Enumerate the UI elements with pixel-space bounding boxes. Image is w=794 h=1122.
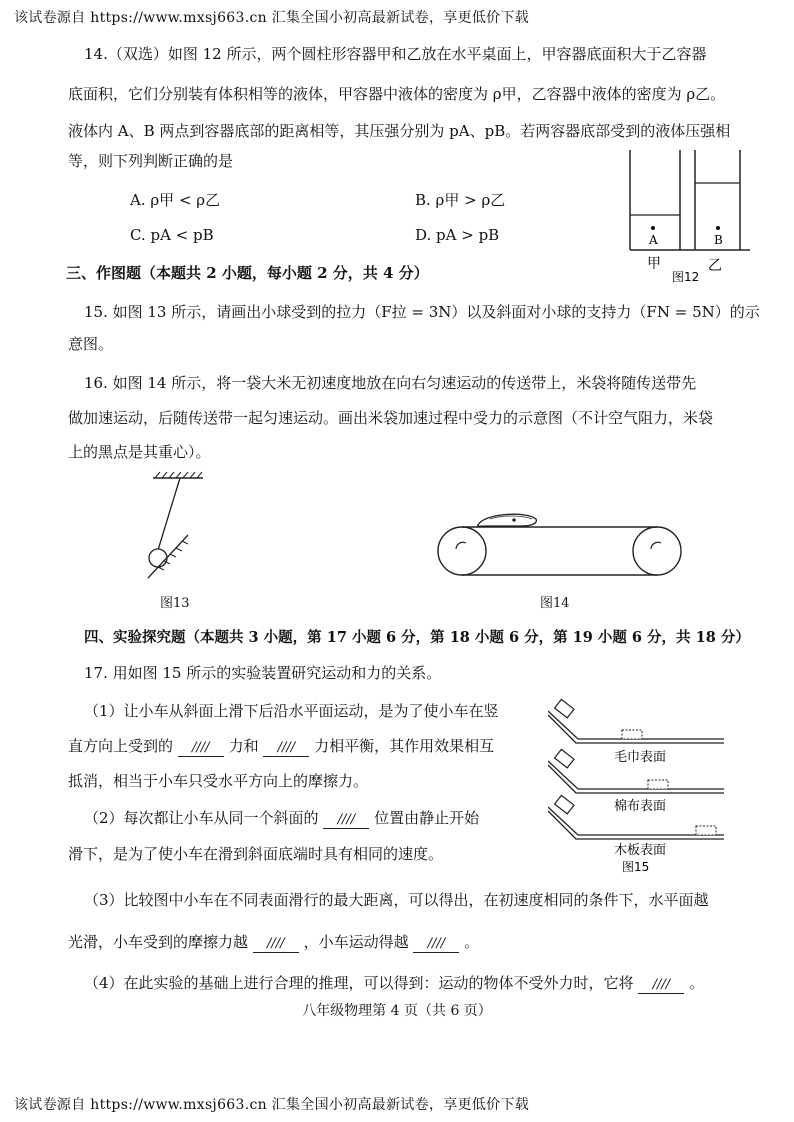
q17-part3-text-c: 。 [464, 933, 480, 951]
q17-part1-line2 [68, 736, 494, 757]
fig12-label-jia: 甲 [647, 256, 661, 272]
q14-line4: 等，则下列判断正确的是 [68, 152, 234, 170]
q14-line2: 底面积，它们分别装有体积相等的液体，甲容器中液体的密度为 ρ甲，乙容器中液体的密度为 ρ乙。 [68, 85, 726, 103]
q17-part1-text-a: 直方向上受到的 [68, 737, 174, 755]
answer-blank-position[interactable]: //// [323, 812, 369, 829]
q17-part1-text-b: 力和 [228, 737, 259, 755]
fig12-label-yi: 乙 [708, 258, 722, 274]
q16-line3: 上的黑点是其重心）。 [68, 443, 211, 461]
q17-part2-line1 [84, 808, 479, 829]
bottom-header-url[interactable]: https://www.mxsj663.cn [90, 1097, 267, 1113]
q17-part1-text-c: 力相平衡，其作用效果相互 [314, 737, 495, 755]
fig12-label-a: A [649, 233, 658, 247]
fig14-caption: 图14 [540, 596, 570, 611]
figure-12-containers [610, 150, 760, 285]
section3-title: 三、作图题（本题共 2 小题，每小题 2 分，共 4 分） [66, 264, 429, 282]
header-url[interactable]: https://www.mxsj663.cn [90, 10, 267, 26]
q14-option-b: B. ρ甲 > ρ乙 [415, 191, 506, 209]
q17-part2-text-a: （2）每次都让小车从同一个斜面的 [84, 809, 319, 827]
fig12-label-b: B [714, 233, 723, 247]
answer-blank-distance[interactable]: //// [413, 936, 459, 953]
header-source: 该试卷源自 [14, 10, 86, 26]
q17-part3-text-a: 光滑，小车受到的摩擦力越 [68, 933, 249, 951]
bottom-header-slogan: 汇集全国小初高最新试卷，享更低价下载 [271, 1097, 530, 1113]
q16-line2: 做加速运动，后随传送带一起匀速运动。画出米袋加速过程中受力的示意图（不计空气阻力，米袋 [68, 409, 714, 427]
answer-blank-force1[interactable]: //// [178, 740, 224, 757]
figure-13-ball-on-slope [138, 470, 218, 590]
answer-blank-force2[interactable]: //// [263, 740, 309, 757]
fig13-caption: 图13 [160, 596, 190, 611]
q17-part3-line1: （3）比较图中小车在不同表面滑行的最大距离，可以得出，在初速度相同的条件下，水平面越 [84, 891, 709, 909]
q17-part1-line3: 抵消，相当于小车只受水平方向上的摩擦力。 [68, 772, 369, 790]
q16-line1: 16. 如图 14 所示，将一袋大米无初速度地放在向右匀速运动的传送带上，米袋将随传送带先 [84, 374, 697, 392]
header-slogan: 汇集全国小初高最新试卷，享更低价下载 [271, 10, 530, 26]
fig15-surface-board: 木板表面 [614, 843, 667, 858]
bottom-watermark-header [14, 1094, 529, 1114]
q17-intro: 17. 用如图 15 所示的实验装置研究运动和力的关系。 [84, 664, 442, 682]
q14-option-a: A. ρ甲 < ρ乙 [130, 191, 221, 209]
q17-part2-line2: 滑下，是为了使小车在滑到斜面底端时具有相同的速度。 [68, 845, 444, 863]
section4-title: 四、实验探究题（本题共 3 小题，第 17 小题 6 分，第 18 小题 6 分，第 19 小题 6 分，共 18 分） [84, 629, 750, 646]
q14-option-c: C. pA < pB [130, 226, 214, 244]
bottom-header-source: 该试卷源自 [14, 1097, 86, 1113]
q17-part1-line1: （1）让小车从斜面上滑下后沿水平面运动，是为了使小车在竖 [84, 702, 499, 720]
q17-part3-text-b: ，小车运动得越 [303, 933, 409, 951]
q17-part4-line1 [84, 973, 704, 994]
page-number-footer: 八年级物理第 4 页（共 6 页） [302, 1003, 492, 1019]
answer-blank-motion[interactable]: //// [638, 977, 684, 994]
q14-line3: 液体内 A、B 两点到容器底部的距离相等，其压强分别为 pA、pB。若两容器底部受到的液体压强相 [68, 122, 731, 140]
fig12-caption: 图12 [672, 270, 700, 284]
q14-line1: 14.（双选）如图 12 所示，两个圆柱形容器甲和乙放在水平桌面上，甲容器底面积大于乙容器 [84, 45, 707, 63]
fig15-caption: 图15 [622, 860, 650, 874]
q15-line1: 15. 如图 13 所示，请画出小球受到的拉力（F拉 = 3N）以及斜面对小球的支持力（FN = 5N）的示 [84, 303, 760, 321]
fig15-surface-towel: 毛巾表面 [614, 750, 667, 765]
figure-14-conveyor-belt [432, 505, 702, 590]
q17-part4-text-b: 。 [689, 974, 705, 992]
fig15-surface-cotton: 棉布表面 [614, 799, 667, 814]
answer-blank-friction[interactable]: //// [253, 936, 299, 953]
q15-line2: 意图。 [68, 335, 114, 353]
q17-part4-text-a: （4）在此实验的基础上进行合理的推理，可以得到：运动的物体不受外力时，它将 [84, 974, 634, 992]
q14-option-d: D. pA > pB [415, 226, 500, 244]
q17-part2-text-b: 位置由静止开始 [374, 809, 480, 827]
top-watermark-header [14, 7, 529, 27]
figure-15-incline-surfaces [548, 697, 738, 877]
q17-part3-line2 [68, 932, 479, 953]
